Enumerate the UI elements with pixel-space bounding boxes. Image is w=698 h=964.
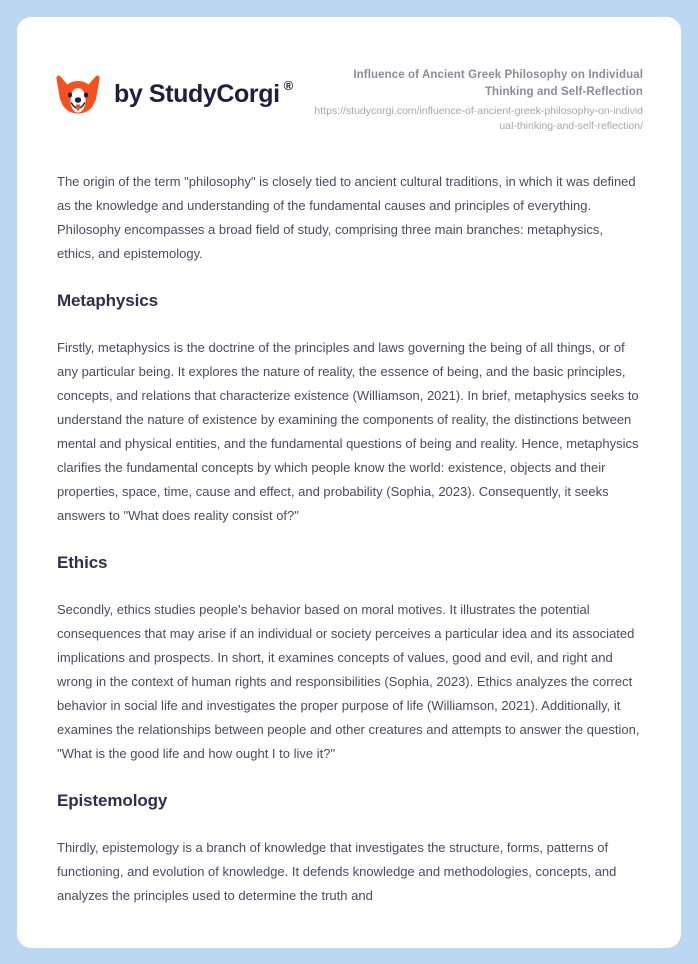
document-url[interactable]: https://studycorgi.com/influence-of-ancient-greek-philosophy-on-individual-thinking-and-self-reflection/ [314, 105, 643, 133]
article-body [17, 170, 681, 908]
section-heading-metaphysics: Metaphysics [57, 291, 158, 311]
registered-mark: ® [283, 77, 293, 93]
corgi-dog-icon [55, 73, 101, 115]
brand-wordmark [114, 77, 293, 108]
section-heading-ethics: Ethics [57, 553, 108, 573]
brand-name: by StudyCorgi [114, 79, 280, 108]
brand-block [55, 61, 293, 115]
page-header [17, 17, 681, 134]
section-paragraph-metaphysics: Firstly, metaphysics is the doctrine of the principles and laws governing the being of all things, or of any particular being. It explores the nature of reality, the essence of being, and the basic principles, concepts, and relations that characterize existence (Williamson, 2021). In brief, metaphysics seeks to understand the nature of existence by examining the components of reality, the distinctions between mental and physical entities, and the fundamental questions of being and reality. Hence, metaphysics clarifies the fundamental concepts by which people know the world: existence, objects and their properties, space, time, cause and effect, and probability (Sophia, 2023). Consequently, it seeks answers to "What does reality consist of?" [57, 340, 639, 524]
document-page [17, 17, 681, 948]
section-paragraph-ethics: Secondly, ethics studies people's behavior based on moral motives. It illustrates the potential consequences that may arise if an individual or society perceives a particular idea and its associated implications and prospects. In short, it examines concepts of values, good and evil, and right and wrong in the context of human rights and responsibilities (Sophia, 2023). Ethics analyzes the correct behavior in social life and investigates the proper purpose of life (Williamson, 2021). Additionally, it examines the relationships between people and other creatures and attempts to answer the question, "What is the good life and how ought I to live it?" [57, 602, 640, 762]
section-paragraph-epistemology: Thirdly, epistemology is a branch of knowledge that investigates the structure, forms, patterns of functioning, and evolution of knowledge. It defends knowledge and methodologies, concepts, and analyzes the principles used to determine the truth and [57, 840, 617, 904]
intro-paragraph: The origin of the term "philosophy" is closely tied to ancient cultural traditions, in which it was defined as the knowledge and understanding of the fundamental causes and principles of everything. Philosophy encompasses a broad field of study, comprising three main branches: metaphysics, ethics, and epistemology. [57, 174, 636, 262]
section-heading-epistemology: Epistemology [57, 791, 168, 811]
document-title: Influence of Ancient Greek Philosophy on Individual Thinking and Self-Reflection [353, 69, 643, 98]
document-meta [313, 61, 643, 134]
